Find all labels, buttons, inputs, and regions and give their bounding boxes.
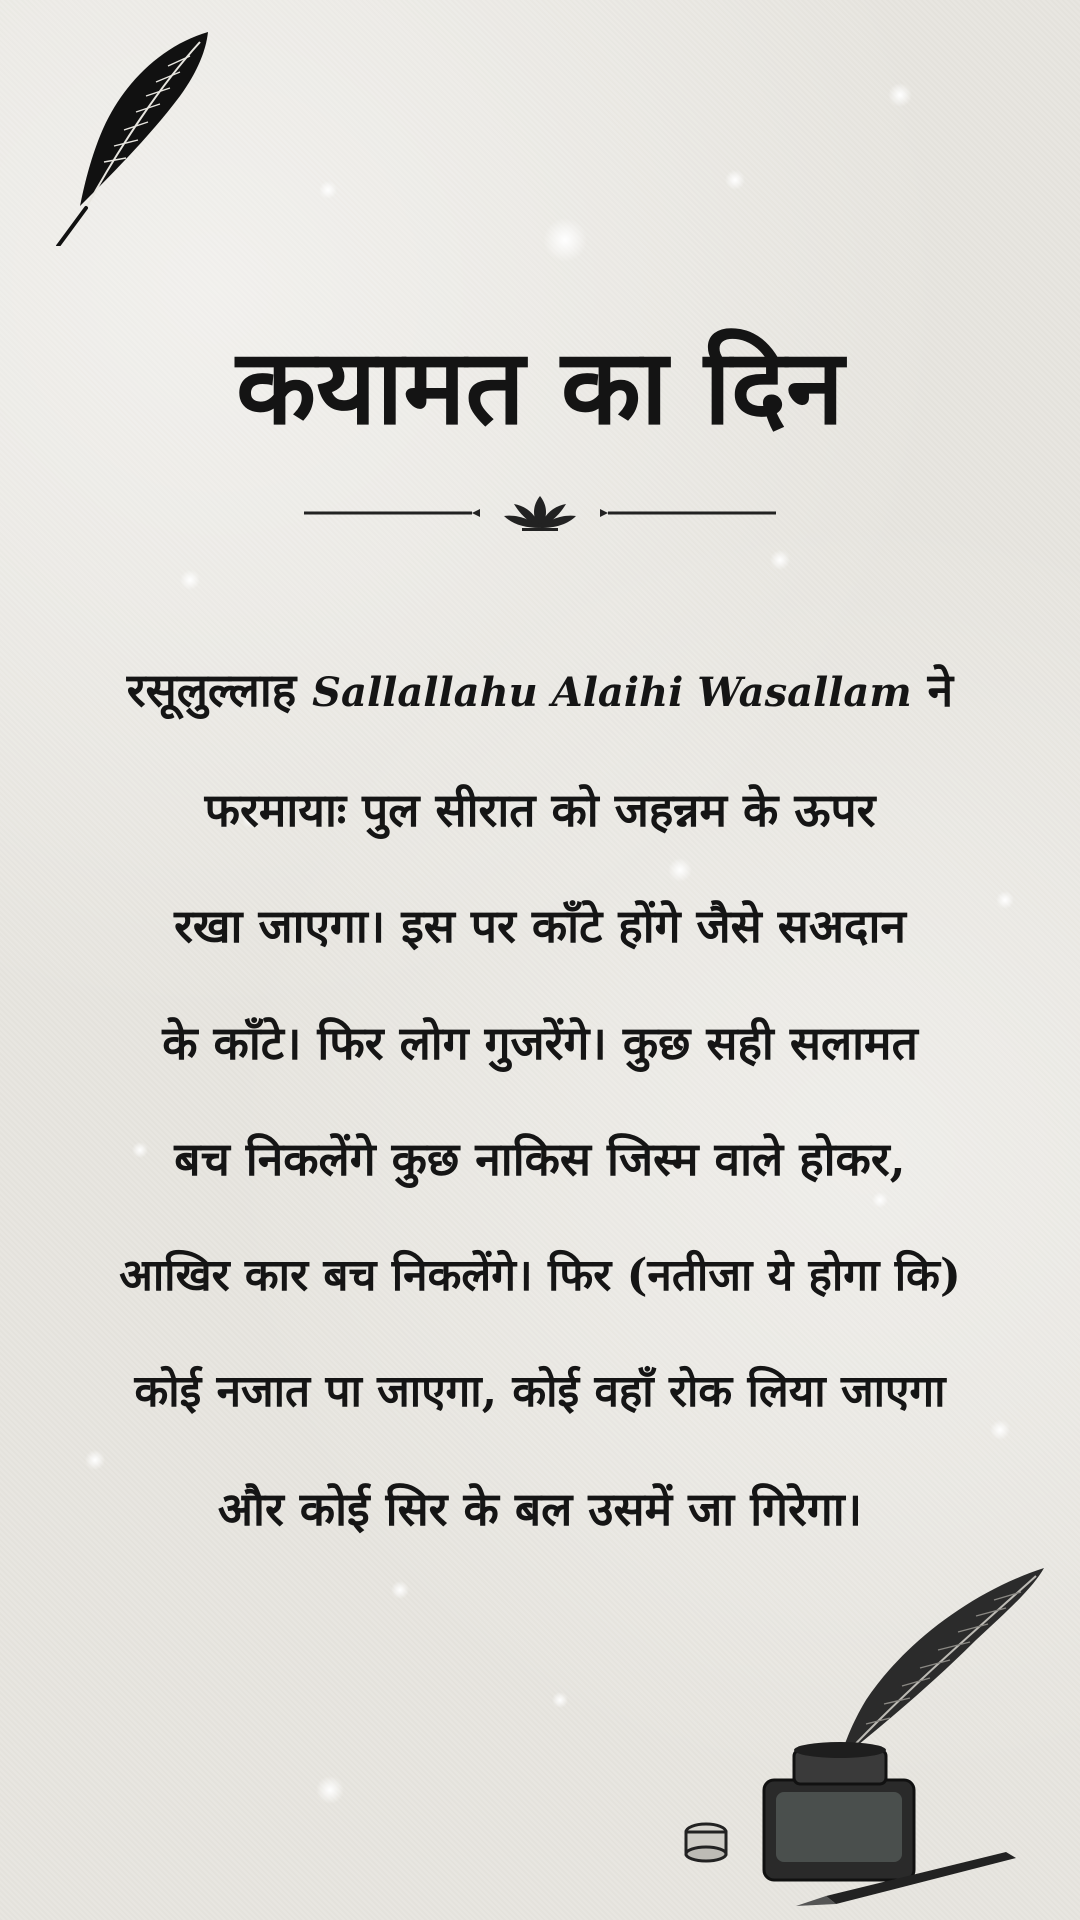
- text-line: कोई नजात पा जाएगा, कोई वहाँ रोक लिया जाएगा: [134, 1366, 946, 1417]
- text-line: [40, 632, 1040, 752]
- text-line-end: ने: [911, 663, 954, 717]
- lotus-ornament-icon: [300, 488, 780, 538]
- text-line: रखा जाएगा। इस पर काँटे होंगे जैसे सअदान: [174, 899, 906, 953]
- text-line: के काँटे। फिर लोग गुजरेंगे। कुछ सही सलामत: [162, 1015, 918, 1070]
- honorific-latin: Sallallahu Alaihi Wasallam: [312, 669, 912, 716]
- text-line: आखिर कार बच निकलेंगे। फिर (नतीजा ये होगा कि): [119, 1249, 961, 1301]
- inkwell-with-quill-icon: [676, 1560, 1056, 1910]
- hadith-text: [40, 632, 1040, 1567]
- page-title: कयामत का दिन: [236, 325, 844, 448]
- text-line: बच निकलेंगे कुछ नाकिस जिस्म वाले होकर,: [174, 1132, 906, 1186]
- feather-quill-icon: [40, 26, 220, 246]
- text-line-start: रसूलुल्लाह: [126, 663, 313, 717]
- text-line: और कोई सिर के बल उसमें जा गिरेगा।: [217, 1481, 863, 1536]
- text-line: फरमायाः पुल सीरात को जहन्नम के ऊपर: [204, 782, 876, 837]
